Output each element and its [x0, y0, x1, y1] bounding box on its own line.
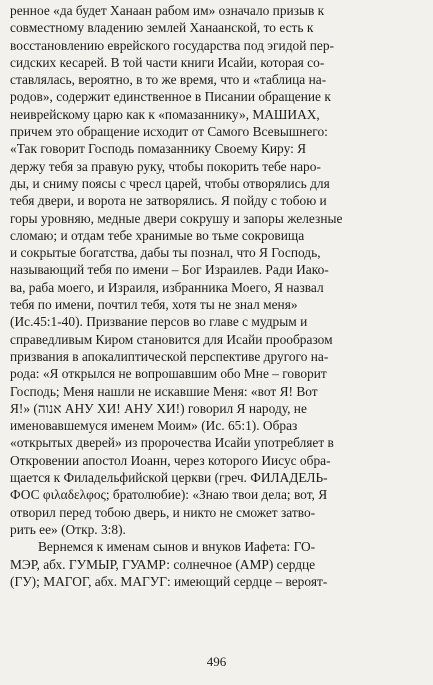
page-number: 496: [206, 654, 227, 669]
text-line: совместному владению землей Ханаанской, то есть к: [10, 20, 314, 36]
text-line: восстановлению еврейского государства под эгидой пер-: [10, 37, 334, 53]
text-line: рить ее» (Откр. 3:8).: [10, 521, 126, 537]
text-line: именовавшемуся именем Моим» (Ис. 65:1). Образ: [10, 418, 298, 434]
text-line: ставлялась, вероятно, в то же время, что и «таблица на-: [10, 72, 327, 88]
text-line: родов», содержит единственное в Писании обращение к: [10, 89, 331, 105]
text-line: рода: «Я открылся не вопрошавшим обо Мне – говорит: [10, 366, 327, 382]
text-line: причем это обращение исходит от Самого Всевышнего:: [10, 124, 328, 140]
text-line: (Ис.45:1-40). Призвание персов во главе с мудрым и: [10, 314, 308, 330]
text-line: (ГУ); МАГОГ, абх. МАГУГ: имеющий сердце – вероят-: [10, 573, 328, 589]
text-line: тебя двери, и ворота не затворялись. Я пойду с тобою и: [10, 193, 327, 209]
text-line: призвания в апокалиптической перспективе другого на-: [10, 348, 329, 364]
text-line: называющий тебя по имени – Бог Израилев. Ради Иако-: [10, 262, 329, 278]
text-line: Вернемся к именам сынов и внуков Иафета: ГО-: [38, 539, 316, 555]
text-line: неиврейскому царю как к «помазаннику», МАШИАХ,: [10, 106, 320, 122]
text-line: Я!» (אנוה АНУ ХИ! АНУ ХИ!) говорил Я народу, не: [10, 400, 307, 416]
text-line: горы уровняю, медные двери сокрушу и запоры железные: [10, 210, 343, 226]
text-line: и сокрытые богатства, дабы ты познал, что Я Господь,: [10, 245, 321, 261]
text-line: ды, и сниму поясы с чресл царей, чтобы отворялись для: [10, 175, 330, 191]
text-line: МЭР, абх. ГУМЫР, ГУАМР: солнечное (АМР) сердце: [10, 556, 316, 572]
text-line: ренное «да будет Ханаан рабом им» означало призыв к: [10, 3, 325, 18]
text-line: держу тебя за правую руку, чтобы покорить тебе наро-: [10, 158, 321, 174]
text-line: Откровении апостол Иоанн, через которого Иисус обра-: [10, 452, 331, 468]
text-line: «Так говорит Господь помазаннику Своему Киру: Я: [10, 141, 307, 157]
text-line: «открытых дверей» из пророчества Исайи употребляет в: [10, 435, 334, 451]
text-line: тебя по имени, почтил тебя, хотя ты не знал меня»: [10, 297, 298, 313]
text-line: сидских кесарей. В той части книги Исайи, которая со-: [10, 54, 325, 70]
text-line: ва, раба моего, и Израиля, избранника Моего, Я назвал: [10, 279, 324, 295]
text-line: ФОС φιλαδελφος; братолюбие): «Знаю твои дела; вот, Я: [10, 487, 328, 503]
body-text: [10, 2, 428, 590]
text-line: отворил перед тобою дверь, и никто не сможет затво-: [10, 504, 316, 520]
text-line: сломаю; и отдам тебе хранимые во тьме сокровища: [10, 227, 305, 243]
text-line: справедливым Киром становится для Исайи прообразом: [10, 331, 333, 347]
text-line: щается к Филадельфийской церкви (греч. ФИЛАДЕЛЬ-: [10, 470, 328, 486]
text-line: Господь; Меня нашли не искавшие Меня: «вот Я! Вот: [10, 383, 318, 399]
